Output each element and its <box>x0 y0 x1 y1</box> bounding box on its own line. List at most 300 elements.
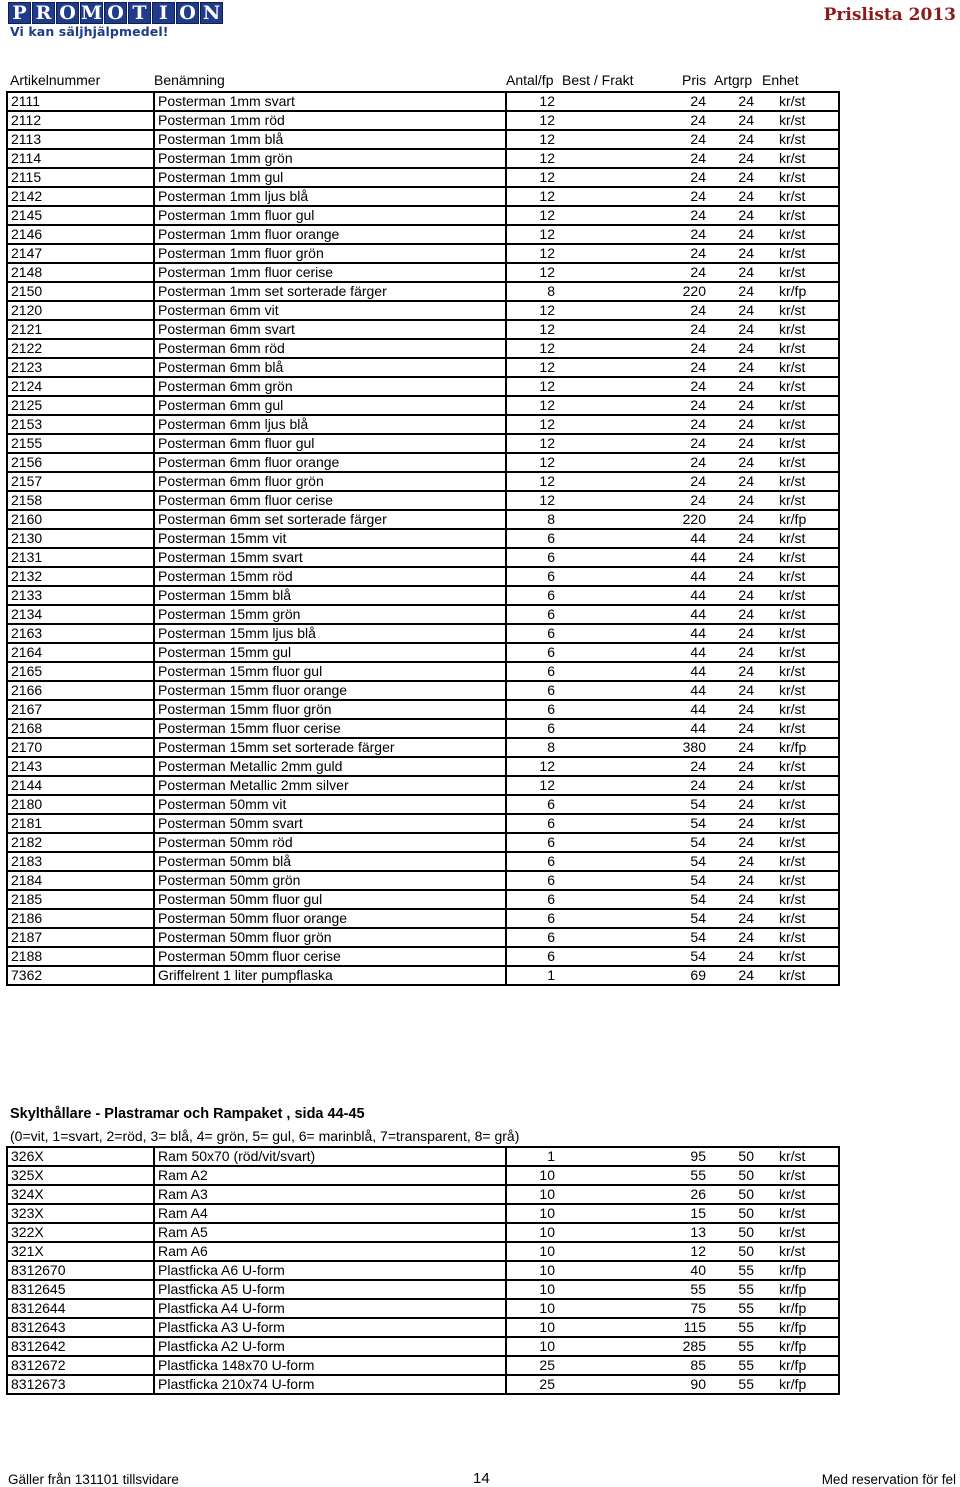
table-row <box>7 206 839 225</box>
pack-qty-cell: 10 <box>506 1299 558 1318</box>
pack-qty-cell: 10 <box>506 1280 558 1299</box>
article-group-cell: 24 <box>709 738 757 757</box>
table-row <box>7 1337 839 1356</box>
table-row <box>7 187 839 206</box>
price-cell: 44 <box>558 567 709 586</box>
unit-cell: kr/st <box>757 776 839 795</box>
article-group-cell: 24 <box>709 377 757 396</box>
table-row <box>7 1280 839 1299</box>
article-number-cell: 7362 <box>7 966 154 985</box>
logo-wordmark <box>8 2 223 24</box>
unit-cell: kr/st <box>757 871 839 890</box>
unit-cell: kr/st <box>757 1204 839 1223</box>
price-cell: 24 <box>558 301 709 320</box>
product-name-cell: Posterman 6mm blå <box>154 358 506 377</box>
product-name-cell: Posterman 1mm röd <box>154 111 506 130</box>
article-number-cell: 2147 <box>7 244 154 263</box>
article-group-cell: 24 <box>709 795 757 814</box>
article-number-cell: 2122 <box>7 339 154 358</box>
product-name-cell: Posterman Metallic 2mm silver <box>154 776 506 795</box>
pack-qty-cell: 12 <box>506 168 558 187</box>
pack-qty-cell: 12 <box>506 92 558 111</box>
table-row <box>7 1185 839 1204</box>
header-name: Benämning <box>154 72 225 88</box>
article-group-cell: 24 <box>709 814 757 833</box>
table-row <box>7 529 839 548</box>
unit-cell: kr/st <box>757 320 839 339</box>
product-name-cell: Posterman 6mm vit <box>154 301 506 320</box>
pack-qty-cell: 12 <box>506 377 558 396</box>
logo-letter: I <box>152 2 175 24</box>
article-number-cell: 2146 <box>7 225 154 244</box>
unit-cell: kr/fp <box>757 738 839 757</box>
product-name-cell: Plastficka A4 U-form <box>154 1299 506 1318</box>
price-table-posterman <box>6 91 840 986</box>
product-name-cell: Posterman 50mm fluor gul <box>154 890 506 909</box>
unit-cell: kr/st <box>757 909 839 928</box>
page-title: Prislista 2013 <box>823 5 956 25</box>
article-group-cell: 24 <box>709 510 757 529</box>
pack-qty-cell: 12 <box>506 301 558 320</box>
product-name-cell: Posterman 1mm set sorterade färger <box>154 282 506 301</box>
unit-cell: kr/st <box>757 1185 839 1204</box>
logo-letter: T <box>128 2 151 24</box>
article-number-cell: 2158 <box>7 491 154 510</box>
table-row <box>7 738 839 757</box>
page-number: 14 <box>473 1470 490 1487</box>
price-cell: 24 <box>558 377 709 396</box>
unit-cell: kr/st <box>757 852 839 871</box>
table-row <box>7 396 839 415</box>
table-row <box>7 263 839 282</box>
article-group-cell: 55 <box>709 1299 757 1318</box>
article-group-cell: 50 <box>709 1242 757 1261</box>
pack-qty-cell: 12 <box>506 757 558 776</box>
pack-qty-cell: 25 <box>506 1356 558 1375</box>
article-group-cell: 50 <box>709 1223 757 1242</box>
table-row <box>7 624 839 643</box>
price-cell: 24 <box>558 92 709 111</box>
section-title: Skylthållare - Plastramar och Rampaket , sida 44-45 <box>10 1106 365 1122</box>
article-group-cell: 24 <box>709 776 757 795</box>
article-group-cell: 50 <box>709 1147 757 1166</box>
product-name-cell: Posterman 15mm ljus blå <box>154 624 506 643</box>
price-cell: 12 <box>558 1242 709 1261</box>
logo-letter: O <box>56 2 79 24</box>
product-name-cell: Posterman 1mm gul <box>154 168 506 187</box>
pack-qty-cell: 12 <box>506 396 558 415</box>
article-number-cell: 2125 <box>7 396 154 415</box>
article-number-cell: 325X <box>7 1166 154 1185</box>
logo-tagline: Vi kan säljhjälpmedel! <box>10 24 169 39</box>
pack-qty-cell: 6 <box>506 662 558 681</box>
product-name-cell: Posterman 6mm röd <box>154 339 506 358</box>
table-row <box>7 871 839 890</box>
price-cell: 24 <box>558 339 709 358</box>
table-row <box>7 947 839 966</box>
article-group-cell: 55 <box>709 1356 757 1375</box>
article-number-cell: 2133 <box>7 586 154 605</box>
article-number-cell: 2113 <box>7 130 154 149</box>
unit-cell: kr/st <box>757 529 839 548</box>
article-number-cell: 2187 <box>7 928 154 947</box>
table-row <box>7 586 839 605</box>
article-number-cell: 2167 <box>7 700 154 719</box>
unit-cell: kr/st <box>757 586 839 605</box>
article-group-cell: 24 <box>709 909 757 928</box>
pack-qty-cell: 6 <box>506 719 558 738</box>
pack-qty-cell: 6 <box>506 624 558 643</box>
price-cell: 24 <box>558 776 709 795</box>
price-cell: 54 <box>558 909 709 928</box>
price-cell: 24 <box>558 757 709 776</box>
table-row <box>7 928 839 947</box>
article-number-cell: 8312673 <box>7 1375 154 1394</box>
article-number-cell: 2143 <box>7 757 154 776</box>
table-row <box>7 111 839 130</box>
unit-cell: kr/st <box>757 567 839 586</box>
pack-qty-cell: 10 <box>506 1204 558 1223</box>
article-number-cell: 2153 <box>7 415 154 434</box>
table-row <box>7 1204 839 1223</box>
pack-qty-cell: 12 <box>506 320 558 339</box>
price-cell: 44 <box>558 643 709 662</box>
pack-qty-cell: 6 <box>506 890 558 909</box>
article-group-cell: 50 <box>709 1185 757 1204</box>
article-number-cell: 2124 <box>7 377 154 396</box>
unit-cell: kr/fp <box>757 1356 839 1375</box>
pack-qty-cell: 12 <box>506 472 558 491</box>
table-row <box>7 814 839 833</box>
article-group-cell: 55 <box>709 1337 757 1356</box>
price-cell: 90 <box>558 1375 709 1394</box>
article-number-cell: 2168 <box>7 719 154 738</box>
article-number-cell: 322X <box>7 1223 154 1242</box>
table-row <box>7 1299 839 1318</box>
price-cell: 24 <box>558 263 709 282</box>
unit-cell: kr/st <box>757 434 839 453</box>
pack-qty-cell: 6 <box>506 795 558 814</box>
unit-cell: kr/st <box>757 92 839 111</box>
product-name-cell: Posterman 50mm vit <box>154 795 506 814</box>
article-group-cell: 50 <box>709 1166 757 1185</box>
header-group: Artgrp <box>714 72 753 88</box>
price-cell: 85 <box>558 1356 709 1375</box>
pack-qty-cell: 6 <box>506 947 558 966</box>
unit-cell: kr/fp <box>757 1375 839 1394</box>
article-group-cell: 24 <box>709 529 757 548</box>
article-number-cell: 2112 <box>7 111 154 130</box>
article-number-cell: 2131 <box>7 548 154 567</box>
table-row <box>7 909 839 928</box>
price-cell: 24 <box>558 130 709 149</box>
article-number-cell: 2160 <box>7 510 154 529</box>
article-group-cell: 24 <box>709 415 757 434</box>
table-row <box>7 1242 839 1261</box>
article-group-cell: 24 <box>709 396 757 415</box>
article-group-cell: 24 <box>709 472 757 491</box>
price-cell: 24 <box>558 472 709 491</box>
article-number-cell: 8312644 <box>7 1299 154 1318</box>
table-row <box>7 244 839 263</box>
article-number-cell: 8312672 <box>7 1356 154 1375</box>
table-row <box>7 548 839 567</box>
price-cell: 55 <box>558 1166 709 1185</box>
price-cell: 24 <box>558 149 709 168</box>
pack-qty-cell: 6 <box>506 529 558 548</box>
product-name-cell: Posterman 15mm grön <box>154 605 506 624</box>
article-number-cell: 8312645 <box>7 1280 154 1299</box>
article-group-cell: 24 <box>709 149 757 168</box>
product-name-cell: Ram A2 <box>154 1166 506 1185</box>
unit-cell: kr/st <box>757 415 839 434</box>
pack-qty-cell: 6 <box>506 643 558 662</box>
pack-qty-cell: 12 <box>506 244 558 263</box>
price-cell: 24 <box>558 453 709 472</box>
article-group-cell: 55 <box>709 1375 757 1394</box>
price-cell: 44 <box>558 586 709 605</box>
pack-qty-cell: 12 <box>506 206 558 225</box>
price-cell: 24 <box>558 491 709 510</box>
article-group-cell: 24 <box>709 662 757 681</box>
table-row <box>7 168 839 187</box>
pack-qty-cell: 12 <box>506 434 558 453</box>
price-cell: 40 <box>558 1261 709 1280</box>
article-number-cell: 2186 <box>7 909 154 928</box>
unit-cell: kr/st <box>757 149 839 168</box>
price-cell: 44 <box>558 548 709 567</box>
article-group-cell: 55 <box>709 1261 757 1280</box>
table-row <box>7 1166 839 1185</box>
unit-cell: kr/st <box>757 662 839 681</box>
product-name-cell: Posterman 50mm fluor cerise <box>154 947 506 966</box>
article-number-cell: 2150 <box>7 282 154 301</box>
article-number-cell: 324X <box>7 1185 154 1204</box>
article-number-cell: 2111 <box>7 92 154 111</box>
unit-cell: kr/fp <box>757 1280 839 1299</box>
article-number-cell: 8312642 <box>7 1337 154 1356</box>
price-cell: 54 <box>558 890 709 909</box>
price-cell: 54 <box>558 814 709 833</box>
article-number-cell: 2181 <box>7 814 154 833</box>
table-row <box>7 1261 839 1280</box>
pack-qty-cell: 10 <box>506 1261 558 1280</box>
unit-cell: kr/st <box>757 757 839 776</box>
article-group-cell: 50 <box>709 1204 757 1223</box>
pack-qty-cell: 1 <box>506 966 558 985</box>
price-cell: 54 <box>558 871 709 890</box>
unit-cell: kr/st <box>757 301 839 320</box>
article-group-cell: 24 <box>709 643 757 662</box>
price-cell: 44 <box>558 605 709 624</box>
unit-cell: kr/st <box>757 624 839 643</box>
price-cell: 24 <box>558 244 709 263</box>
article-number-cell: 2115 <box>7 168 154 187</box>
pack-qty-cell: 8 <box>506 738 558 757</box>
pack-qty-cell: 12 <box>506 339 558 358</box>
table-row <box>7 1356 839 1375</box>
article-group-cell: 24 <box>709 92 757 111</box>
unit-cell: kr/fp <box>757 1299 839 1318</box>
pack-qty-cell: 6 <box>506 548 558 567</box>
price-cell: 24 <box>558 187 709 206</box>
pack-qty-cell: 12 <box>506 225 558 244</box>
pack-qty-cell: 6 <box>506 700 558 719</box>
article-number-cell: 2164 <box>7 643 154 662</box>
price-cell: 44 <box>558 719 709 738</box>
unit-cell: kr/st <box>757 643 839 662</box>
unit-cell: kr/st <box>757 719 839 738</box>
price-cell: 24 <box>558 168 709 187</box>
price-cell: 380 <box>558 738 709 757</box>
price-cell: 24 <box>558 434 709 453</box>
table-row <box>7 358 839 377</box>
product-name-cell: Posterman 15mm fluor cerise <box>154 719 506 738</box>
table-row <box>7 92 839 111</box>
article-group-cell: 24 <box>709 719 757 738</box>
product-name-cell: Posterman 6mm fluor gul <box>154 434 506 453</box>
price-cell: 24 <box>558 396 709 415</box>
price-cell: 69 <box>558 966 709 985</box>
article-group-cell: 24 <box>709 966 757 985</box>
price-table-frames <box>6 1146 840 1395</box>
product-name-cell: Plastficka A5 U-form <box>154 1280 506 1299</box>
price-cell: 44 <box>558 681 709 700</box>
pack-qty-cell: 10 <box>506 1185 558 1204</box>
price-cell: 54 <box>558 852 709 871</box>
pack-qty-cell: 10 <box>506 1166 558 1185</box>
table-row <box>7 700 839 719</box>
product-name-cell: Posterman 6mm grön <box>154 377 506 396</box>
table-row <box>7 339 839 358</box>
pack-qty-cell: 6 <box>506 605 558 624</box>
pack-qty-cell: 6 <box>506 567 558 586</box>
article-number-cell: 2145 <box>7 206 154 225</box>
unit-cell: kr/st <box>757 795 839 814</box>
product-name-cell: Posterman 6mm set sorterade färger <box>154 510 506 529</box>
table-row <box>7 1318 839 1337</box>
unit-cell: kr/st <box>757 111 839 130</box>
price-cell: 220 <box>558 510 709 529</box>
pack-qty-cell: 6 <box>506 833 558 852</box>
pack-qty-cell: 6 <box>506 928 558 947</box>
footer-disclaimer: Med reservation för fel <box>821 1472 956 1487</box>
product-name-cell: Posterman 1mm blå <box>154 130 506 149</box>
pack-qty-cell: 6 <box>506 871 558 890</box>
price-cell: 24 <box>558 206 709 225</box>
article-group-cell: 24 <box>709 624 757 643</box>
product-name-cell: Posterman 15mm fluor gul <box>154 662 506 681</box>
article-number-cell: 2184 <box>7 871 154 890</box>
price-cell: 115 <box>558 1318 709 1337</box>
price-cell: 54 <box>558 833 709 852</box>
pack-qty-cell: 10 <box>506 1318 558 1337</box>
header-best: Best / Frakt <box>562 72 634 88</box>
unit-cell: kr/st <box>757 377 839 396</box>
unit-cell: kr/fp <box>757 282 839 301</box>
table-row <box>7 966 839 985</box>
product-name-cell: Posterman 15mm röd <box>154 567 506 586</box>
product-name-cell: Plastficka 210x74 U-form <box>154 1375 506 1394</box>
product-name-cell: Ram 50x70 (röd/vit/svart) <box>154 1147 506 1166</box>
article-group-cell: 24 <box>709 890 757 909</box>
product-name-cell: Posterman 1mm grön <box>154 149 506 168</box>
article-number-cell: 2142 <box>7 187 154 206</box>
price-cell: 44 <box>558 662 709 681</box>
article-number-cell: 321X <box>7 1242 154 1261</box>
footer-validity: Gäller från 131101 tillsvidare <box>8 1472 179 1487</box>
article-number-cell: 326X <box>7 1147 154 1166</box>
pack-qty-cell: 6 <box>506 852 558 871</box>
article-number-cell: 2156 <box>7 453 154 472</box>
pack-qty-cell: 6 <box>506 814 558 833</box>
unit-cell: kr/fp <box>757 1318 839 1337</box>
unit-cell: kr/st <box>757 1166 839 1185</box>
article-group-cell: 24 <box>709 567 757 586</box>
article-group-cell: 24 <box>709 833 757 852</box>
product-name-cell: Posterman 50mm fluor grön <box>154 928 506 947</box>
unit-cell: kr/st <box>757 605 839 624</box>
price-cell: 44 <box>558 624 709 643</box>
logo-letter: N <box>200 2 223 24</box>
logo-letter: P <box>8 2 31 24</box>
unit-cell: kr/st <box>757 244 839 263</box>
pack-qty-cell: 12 <box>506 491 558 510</box>
price-cell: 75 <box>558 1299 709 1318</box>
article-group-cell: 24 <box>709 225 757 244</box>
table-row <box>7 149 839 168</box>
logo-letter: O <box>104 2 127 24</box>
article-number-cell: 2183 <box>7 852 154 871</box>
product-name-cell: Posterman 50mm grön <box>154 871 506 890</box>
article-group-cell: 24 <box>709 434 757 453</box>
unit-cell: kr/st <box>757 339 839 358</box>
article-group-cell: 24 <box>709 301 757 320</box>
article-number-cell: 2120 <box>7 301 154 320</box>
article-group-cell: 24 <box>709 339 757 358</box>
pack-qty-cell: 10 <box>506 1337 558 1356</box>
article-number-cell: 8312643 <box>7 1318 154 1337</box>
unit-cell: kr/st <box>757 130 839 149</box>
header-qty: Antal/fp <box>506 72 554 88</box>
logo-letter: M <box>80 2 103 24</box>
product-name-cell: Posterman 1mm svart <box>154 92 506 111</box>
article-number-cell: 2134 <box>7 605 154 624</box>
pack-qty-cell: 12 <box>506 263 558 282</box>
unit-cell: kr/st <box>757 548 839 567</box>
product-name-cell: Posterman 15mm svart <box>154 548 506 567</box>
price-cell: 26 <box>558 1185 709 1204</box>
unit-cell: kr/st <box>757 700 839 719</box>
table-row <box>7 605 839 624</box>
unit-cell: kr/st <box>757 453 839 472</box>
product-name-cell: Posterman 6mm fluor grön <box>154 472 506 491</box>
article-number-cell: 2132 <box>7 567 154 586</box>
pack-qty-cell: 6 <box>506 909 558 928</box>
product-name-cell: Posterman Metallic 2mm guld <box>154 757 506 776</box>
table-row <box>7 320 839 339</box>
product-name-cell: Posterman 15mm vit <box>154 529 506 548</box>
article-number-cell: 2148 <box>7 263 154 282</box>
product-name-cell: Posterman 6mm fluor cerise <box>154 491 506 510</box>
product-name-cell: Ram A5 <box>154 1223 506 1242</box>
table-row <box>7 301 839 320</box>
unit-cell: kr/st <box>757 263 839 282</box>
product-name-cell: Ram A3 <box>154 1185 506 1204</box>
pack-qty-cell: 12 <box>506 415 558 434</box>
price-cell: 285 <box>558 1337 709 1356</box>
price-cell: 13 <box>558 1223 709 1242</box>
